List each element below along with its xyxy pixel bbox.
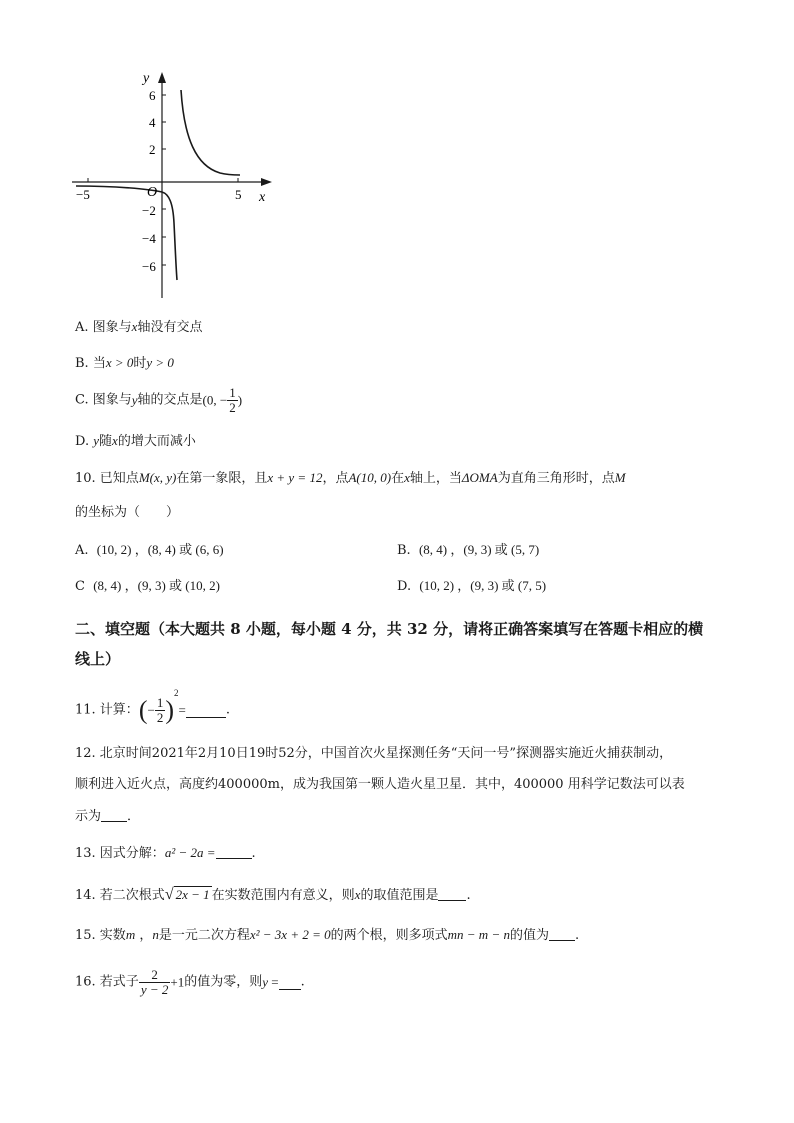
answer-blank: [279, 976, 301, 990]
question-14: 14. 若二次根式√ 2x − 1 在实数范围内有意义，则x的取值范围是 .: [75, 886, 471, 903]
y-tick-neg4: −4: [142, 231, 156, 246]
y-tick-neg2: −2: [142, 203, 156, 218]
y-axis-label: y: [143, 71, 150, 86]
answer-blank: [101, 808, 127, 822]
question-13: 13. 因式分解：a² − 2a = .: [75, 845, 256, 861]
x-axis-arrow: [261, 178, 272, 186]
section-heading: 二、填空题（本大题共 8 小题，每小题 4 分，共 32 分，请将正确答案填写在答题卡相应的横: [75, 620, 704, 638]
q10-option-d: D. (10, 2) ，(9, 3) 或 (7, 5): [397, 578, 547, 594]
y-tick-neg6: −6: [142, 259, 156, 274]
option-b: B. 当x > 0时y > 0: [75, 355, 174, 371]
x-axis-label: x: [259, 190, 266, 205]
option-c: C. 图象与y轴的交点是(0, − $\frac{1}{2}$ ): [75, 385, 243, 415]
y-tick-4: 4: [149, 115, 156, 130]
y-tick-6: 6: [149, 88, 156, 103]
question-15: 15. 实数m ，n是一元二次方程x² − 3x + 2 = 0的两个根，则多项式mn − m − n的值为 .: [75, 927, 580, 943]
x-tick-neg5: −5: [76, 187, 90, 202]
question-11: 11. 计算：(− $\frac{1}{2}$ )$^2$= .: [75, 688, 230, 725]
y-tick-2: 2: [149, 142, 156, 157]
q10-option-c: C (8, 4) ，(9, 3) 或 (10, 2): [75, 578, 220, 594]
curve-right-branch: [181, 90, 240, 175]
question-12-line2: 顺利进入近火点，高度约400000m，成为我国第一颗人造火星卫星．其中，400000 用科学记数法可以表: [75, 777, 685, 792]
y-axis-arrow: [158, 72, 166, 83]
origin-label: O: [147, 185, 158, 200]
question-12-line1: 12. 北京时间2021年2月10日19时52分，中国首次火星探测任务“天问一号”探测器实施近火捕获制动，: [75, 746, 673, 761]
answer-blank: [186, 704, 226, 718]
section-heading-line2: 线上）: [75, 650, 121, 668]
q10-option-b: B. (8, 4) ，(9, 3) 或 (5, 7): [397, 542, 540, 558]
question-12-line3: 示为 ．: [75, 809, 141, 824]
function-graph: [68, 68, 278, 303]
q10-option-a: A. (10, 2) ，(8, 4) 或 (6, 6): [75, 542, 224, 558]
answer-blank: [438, 887, 466, 901]
question-16: 16. 若式子 $\frac{2}{y - 2}$ +1的值为零，则y = .: [75, 967, 305, 997]
question-10: 10. 已知点M(x, y)在第一象限，且x + y = 12，点A(10, 0)在x轴上，当ΔOMA为直角三角形时，点M: [75, 470, 626, 486]
answer-blank: [549, 927, 575, 941]
question-10-line2: 的坐标为（ ）: [75, 505, 180, 520]
option-d: D. y随x的增大而减小: [75, 433, 196, 449]
x-tick-5: 5: [235, 187, 242, 202]
option-a: A. 图象与x轴没有交点: [75, 319, 203, 335]
answer-blank: [216, 845, 252, 859]
